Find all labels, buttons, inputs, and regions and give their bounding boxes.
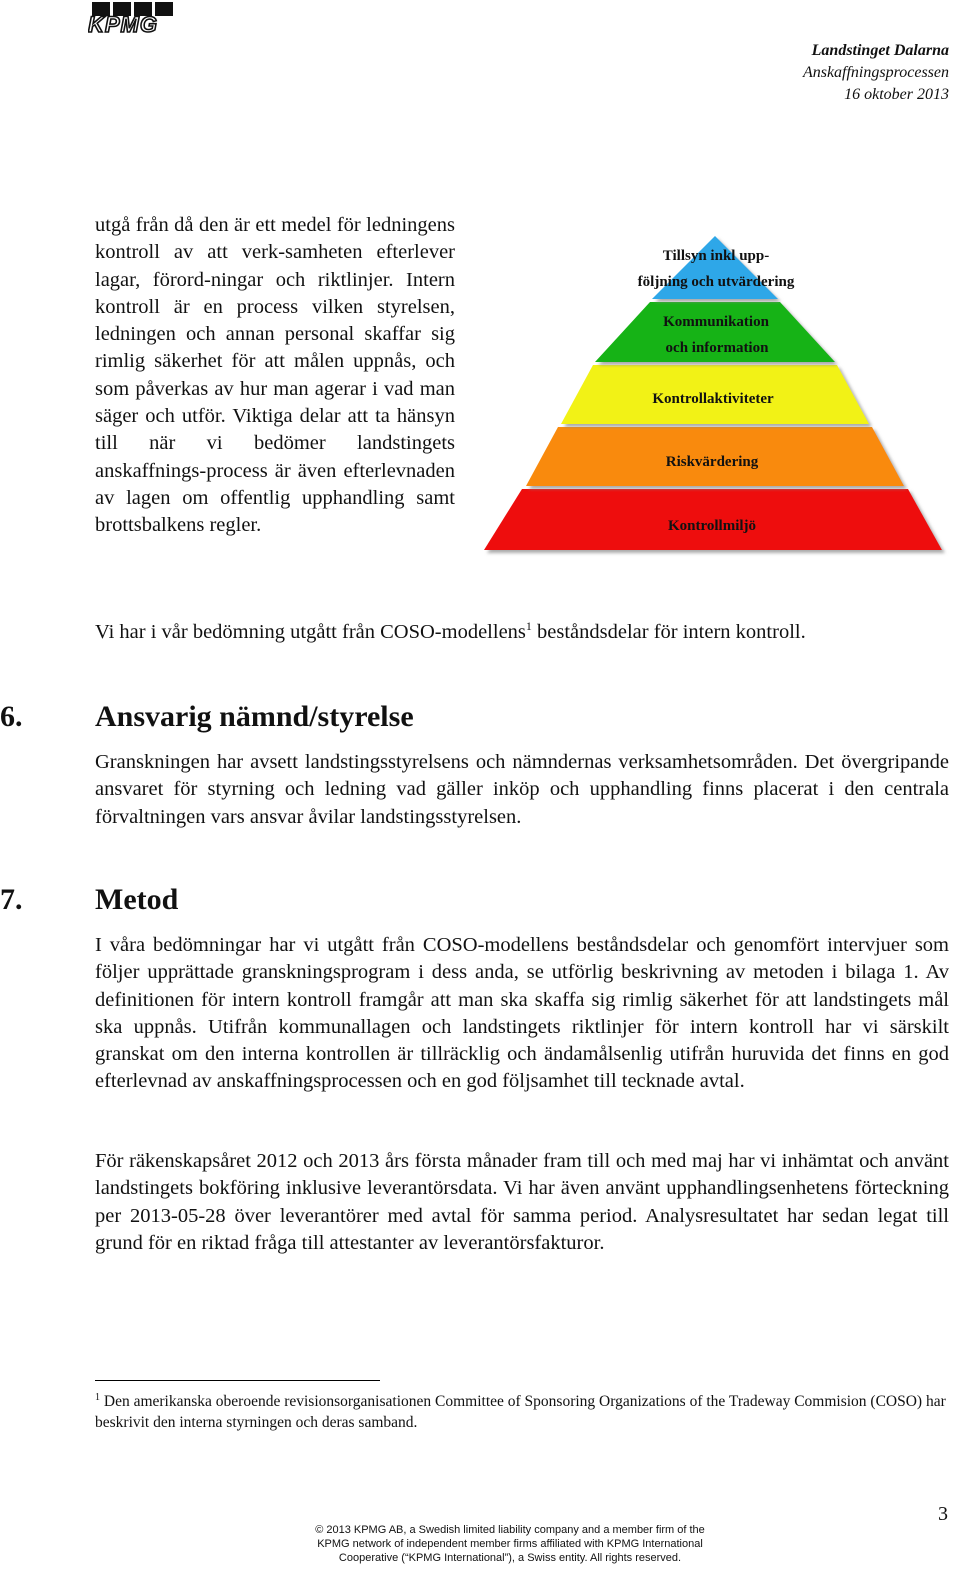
header-subject: Anskaffningsprocessen (802, 64, 949, 81)
coso-sentence (95, 619, 955, 646)
pyramid-label-kontrollmiljo: Kontrollmiljö (667, 518, 757, 534)
logo-text: KPMG (88, 12, 158, 34)
pyramid-label-riskvardering: Riskvärdering (665, 454, 759, 470)
header-organization: Landstinget Dalarna (811, 42, 949, 59)
intro-paragraph: utgå från då den är ett medel för ledningens kontroll av att verk-samheten efterlever lagar, förord-ningar och riktlinjer. Intern kontroll är en process vilken styrelsen, ledningen och annan personal skaffar sig rimlig säkerhet för att målen uppnås, och som påverkas av hur man agerar i vad man säger och utför. Viktiga delar att ta hänsyn till när vi bedömer landstingets anskaffnings-process är även efterlevnaden av lagen om offentlig upphandling samt brottsbalkens regler. (95, 214, 455, 537)
coso-sentence-start: Vi har i vår bedömning utgått från COSO-modellens (95, 621, 526, 643)
kpmg-logo (88, 2, 180, 34)
footer-line-1: © 2013 KPMG AB, a Swedish limited liability company and a member firm of the (315, 1524, 705, 1536)
pyramid-label-kommunikation-2: och information (665, 340, 769, 356)
page-number: 3 (938, 1503, 948, 1525)
document-header (803, 40, 949, 106)
copyright-footer (260, 1523, 760, 1565)
section-6-paragraph: Granskningen har avsett landstingsstyrelsens och nämndernas verksamhetsområden. Det övergripande ansvaret för styrning och ledning vad gäller inköp och upphandling finns placerat i den centrala förvaltningen vars ansvar åvilar landstingsstyrelsen. (95, 751, 949, 828)
pyramid-label-tillsyn-1: Tillsyn inkl upp- (662, 248, 770, 264)
section-7-paragraph-1: I våra bedömningar har vi utgått från COSO-modellens beståndsdelar och genomfört intervjuer som följer upprättade granskningsprogram i dess anda, se utförlig beskrivning av metoden i bilaga 1. Av definitionen för intern kontroll framgår att man ska skaffa sig rimlig säkerhet för att landstingets mål ska uppnås. Utifrån kommunallagen och landstingets riktlinjer för intern kontroll har vi särskilt granskat om den interna kontrollen är tillräcklig och ändamålsenlig utifrån huruvida det finns en god efterlevnad av anskaffningsprocessen och en god följsamhet till tecknade avtal. (95, 934, 949, 1093)
section-6-title: Ansvarig nämnd/styrelse (95, 700, 414, 733)
section-7-title: Metod (95, 883, 179, 916)
pyramid-label-kontrollaktiviteter: Kontrollaktiviteter (652, 391, 774, 407)
section-7-number: 7. (0, 883, 23, 916)
footnote-text: Den amerikanska oberoende revisionsorganisationen Committee of Sponsoring Organizations of the Tradeway Commision (COSO) har beskrivit den interna styrningen och deras samband. (95, 1393, 946, 1432)
footnote-separator (95, 1380, 380, 1381)
header-date: 16 oktober 2013 (844, 86, 949, 103)
footer-line-3: Cooperative (“KPMG International”), a Swiss entity. All rights reserved. (338, 1552, 682, 1564)
footer-line-2: KPMG network of independent member firms affiliated with KPMG International (317, 1538, 703, 1550)
coso-pyramid-diagram (480, 232, 950, 560)
footnote-reference[interactable]: 1 (525, 619, 532, 634)
footnote (95, 1387, 955, 1433)
section-6-number: 6. (0, 700, 23, 733)
footnote-marker: 1 (95, 1392, 100, 1403)
coso-sentence-end: beståndsdelar för intern kontroll. (531, 621, 806, 643)
section-7-paragraph-2: För räkenskapsåret 2012 och 2013 års första månader fram till och med maj har vi inhämtat och använt landstingets bokföring inklusive leverantörsdata. Vi har även använt upphandlingsenhetens förteckning per 2013-05-28 över leverantörer med avtal för samma period. Analysresultatet har sedan legat till grund för en riktad fråga till attestanter av leverantörsfakturor. (95, 1150, 949, 1254)
pyramid-label-kommunikation-1: Kommunikation (663, 314, 769, 330)
pyramid-label-tillsyn-2: följning och utvärdering (637, 274, 795, 290)
